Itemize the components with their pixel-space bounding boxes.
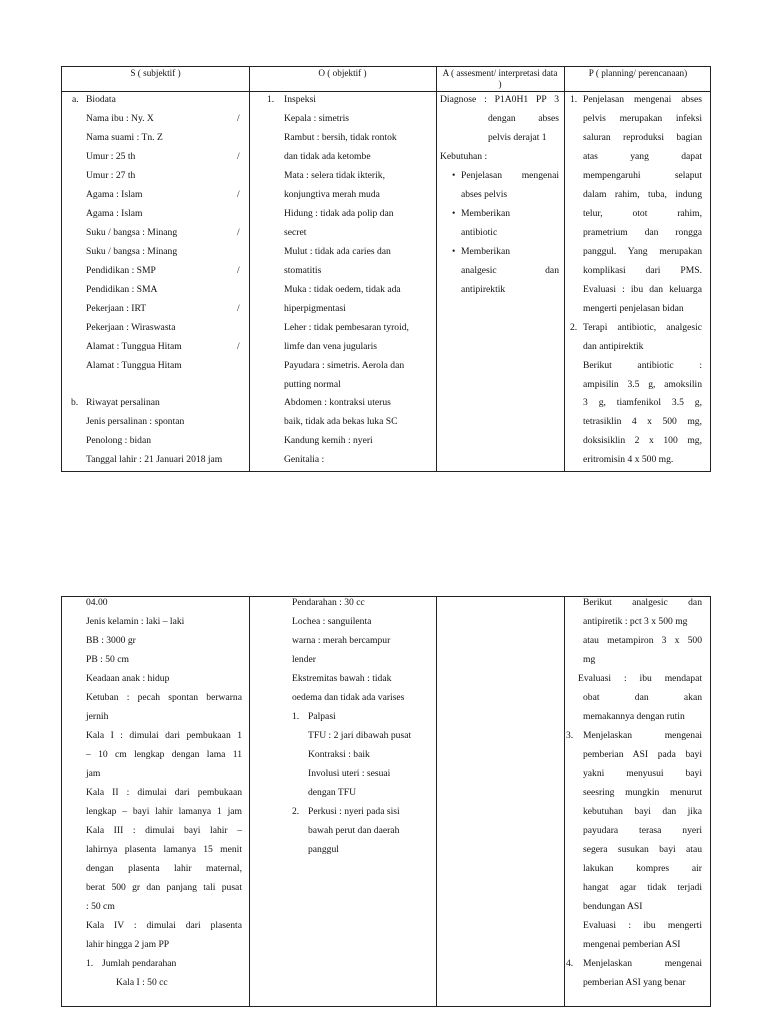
p-line: Evaluasi : ibu mengerti <box>583 920 702 931</box>
o-line: putting normal <box>284 379 341 390</box>
p-line: seesring mungkin menurut <box>583 787 702 798</box>
o-line: secret <box>284 227 307 238</box>
o-line: Muka : tidak oedem, tidak ada <box>284 284 401 295</box>
o-line: Abdomen : kontraksi uterus <box>284 397 391 408</box>
p-line: Evaluasi : ibu dan keluarga <box>583 284 702 295</box>
s-line: Suku / bangsa : Minang <box>86 246 178 257</box>
o-line: Ekstremitas bawah : tidak <box>292 673 392 684</box>
s-line: Alamat : Tunggua Hitam <box>86 360 182 371</box>
p-line: hangat agar tidak terjadi <box>583 882 702 893</box>
o-line: lender <box>292 654 316 665</box>
a-line: pelvis derajat 1 <box>488 132 547 143</box>
p-line: payudara terasa nyeri <box>583 825 702 836</box>
s-line: Keadaan anak : hidup <box>86 673 170 684</box>
p-line: dan antipirektik <box>583 341 644 352</box>
list-marker: 1. <box>570 94 578 105</box>
slash-mark: / <box>237 265 240 276</box>
s-line: jam <box>86 768 101 779</box>
s-line: Jumlah pendarahan <box>102 958 177 969</box>
o-line: hiperpigmentasi <box>284 303 346 314</box>
o-line: Rambut : bersih, tidak rontok <box>284 132 397 143</box>
s-line: Nama suami : Tn. Z <box>86 132 163 143</box>
p-line: memakannya dengan rutin <box>583 711 685 722</box>
bullet-icon: • <box>452 208 456 219</box>
slash-mark: / <box>237 341 240 352</box>
o-line: warna : merah bercampur <box>292 635 391 646</box>
s-line: : 50 cm <box>86 901 115 912</box>
s-line: Pekerjaan : Wiraswasta <box>86 322 176 333</box>
o-line: Involusi uteri : sesuai <box>308 768 391 779</box>
o-line: Kandung kemih : nyeri <box>284 435 373 446</box>
slash-mark: / <box>237 113 240 124</box>
o-line: Hidung : tidak ada polip dan <box>284 208 394 219</box>
slash-mark: / <box>237 151 240 162</box>
section-heading: Biodata <box>86 94 116 105</box>
s-line: Kala IV : dimulai dari plasenta <box>86 920 242 931</box>
a-line: Memberikan <box>461 246 511 257</box>
a-line: antipirektik <box>461 284 506 295</box>
a-line: analgesic dan <box>461 265 559 276</box>
p-line: pemberian ASI yang benar <box>583 977 686 988</box>
list-marker: 2. <box>570 322 578 333</box>
p-line: ampisilin 3.5 g, amoksilin <box>583 379 702 390</box>
o-line: Payudara : simetris. Aerola dan <box>284 360 405 371</box>
column-objective <box>249 597 436 1006</box>
p-line: segera susukan bayi atau <box>583 844 702 855</box>
p-line: eritromisin 4 x 500 mg. <box>583 454 674 465</box>
p-line: mempengaruhi selaput <box>583 170 702 181</box>
p-line: dalam rahim, tuba, indung <box>583 189 702 200</box>
o-line: limfe dan vena jugularis <box>284 341 377 352</box>
o-line: Genitalia : <box>284 454 325 465</box>
a-line: Memberikan <box>461 208 511 219</box>
s-line: PB : 50 cm <box>86 654 129 665</box>
p-line: lakukan kompres air <box>583 863 702 874</box>
header-objective: O ( objektif ) <box>318 68 367 78</box>
o-line: panggul <box>308 844 339 855</box>
s-line: berat 500 gr dan panjang tali pusat <box>86 882 242 893</box>
list-marker: 1. <box>267 94 275 105</box>
o-line: stomatitis <box>284 265 322 276</box>
s-line: – 10 cm lengkap dengan lama 11 <box>86 749 242 760</box>
list-marker: b. <box>71 397 79 408</box>
o-line: Pendarahan : 30 cc <box>292 597 365 608</box>
a-line: Penjelasan mengenai <box>461 170 559 181</box>
p-line: antipiretik : pct 3 x 500 mg <box>583 616 688 627</box>
s-line: lahir hingga 2 jam PP <box>86 939 170 950</box>
s-line: Kala II : dimulai dari pembukaan <box>86 787 242 798</box>
p-line: mengenai pemberian ASI <box>583 939 681 950</box>
section-heading: Palpasi <box>308 711 336 722</box>
p-line: pelvis merupakan infeksi <box>583 113 702 124</box>
slash-mark: / <box>237 189 240 200</box>
p-line: panggul. Yang merupakan <box>583 246 702 257</box>
p-line: komplikasi dari PMS. <box>583 265 702 276</box>
s-line: jernih <box>86 711 109 722</box>
o-line: Kepala : simetris <box>284 113 350 124</box>
p-line: obat dan akan <box>583 692 702 703</box>
header-subjective: S ( subjektif ) <box>130 68 181 78</box>
bullet-icon: • <box>452 246 456 257</box>
o-line: Lochea : sanguilenta <box>292 616 372 627</box>
s-line: Ketuban : pecah spontan berwarna <box>86 692 242 703</box>
column-objective <box>249 67 436 471</box>
o-line: dengan TFU <box>308 787 357 798</box>
s-line: lahirnya plasenta lamanya 15 menit <box>86 844 242 855</box>
list-marker: 1. <box>86 958 94 969</box>
s-line: Agama : Islam <box>86 208 143 219</box>
o-line: konjungtiva merah muda <box>284 189 380 200</box>
a-line: abses pelvis <box>461 189 508 200</box>
p-line: saluran reproduksi bagian <box>583 132 702 143</box>
p-line: tetrasiklin 4 x 500 mg, <box>583 416 702 427</box>
section-heading: Inspeksi <box>284 94 316 105</box>
list-marker: a. <box>72 94 79 105</box>
slash-mark: / <box>237 303 240 314</box>
s-line: lengkap – bayi lahir lamanya 1 jam <box>86 806 242 817</box>
o-line: Mata : selera tidak ikterik, <box>284 170 385 181</box>
section-heading: Riwayat persalinan <box>86 397 160 408</box>
s-line: Pekerjaan : IRT <box>86 303 147 314</box>
s-line: Nama ibu : Ny. X <box>86 113 154 124</box>
s-line: Penolong : bidan <box>86 435 152 446</box>
o-line: bawah perut dan daerah <box>308 825 400 836</box>
s-line: dengan plasenta lahir maternal, <box>86 863 242 874</box>
o-line: dan tidak ada ketombe <box>284 151 371 162</box>
p-line: doksisiklin 2 x 100 mg, <box>583 435 702 446</box>
p-line: yakni menyusui bayi <box>583 768 702 779</box>
list-marker: 2. <box>292 806 300 817</box>
o-line: Perkusi : nyeri pada sisi <box>308 806 400 817</box>
s-line: Umur : 27 th <box>86 170 136 181</box>
s-line: Umur : 25 th <box>86 151 136 162</box>
bullet-icon: • <box>452 170 456 181</box>
a-line: dengan abses <box>488 113 559 124</box>
p-line: Menjelaskan mengenai <box>583 730 702 741</box>
p-line: Menjelaskan mengenai <box>583 958 702 969</box>
p-line: atau metampiron 3 x 500 <box>583 635 702 646</box>
s-line: Jenis kelamin : laki – laki <box>86 616 185 627</box>
p-line: Berikut antibiotic : <box>583 360 702 371</box>
s-line: Alamat : Tunggua Hitam <box>86 341 182 352</box>
p-line: Terapi antibiotic, analgesic <box>583 322 702 333</box>
o-line: Kontraksi : baik <box>308 749 370 760</box>
p-line: kebutuhan bayi dan jika <box>583 806 702 817</box>
p-line: mg <box>583 654 596 665</box>
a-line: Diagnose : P1A0H1 PP 3 <box>440 94 559 105</box>
list-marker: 3. <box>566 730 574 741</box>
p-line: Evaluasi : ibu mendapat <box>578 673 702 684</box>
list-marker: 4. <box>566 958 574 969</box>
o-line: Leher : tidak pembesaran tyroid, <box>284 322 409 333</box>
p-line: Penjelasan mengenai abses <box>583 94 702 105</box>
s-line: Kala III : dimulai bayi lahir – <box>86 825 242 836</box>
column-assessment <box>436 597 564 1006</box>
o-line: TFU : 2 jari dibawah pusat <box>308 730 412 741</box>
o-line: oedema dan tidak ada varises <box>292 692 405 703</box>
p-line: atas yang dapat <box>583 151 702 162</box>
s-line: BB : 3000 gr <box>86 635 136 646</box>
a-line: antibiotic <box>461 227 498 238</box>
p-line: bendungan ASI <box>583 901 643 912</box>
s-line: Agama : Islam <box>86 189 143 200</box>
p-line: pemberian ASI pada bayi <box>583 749 702 760</box>
p-line: mengerti penjelasan bidan <box>583 303 684 314</box>
s-line: Pendidikan : SMP <box>86 265 156 276</box>
o-line: baik, tidak ada bekas luka SC <box>284 416 398 427</box>
table-header-row <box>62 67 710 92</box>
p-line: prametrium dan rongga <box>583 227 702 238</box>
a-line: Kebutuhan : <box>440 151 488 162</box>
list-marker: 1. <box>292 711 300 722</box>
s-line: Kala I : 50 cc <box>116 977 168 988</box>
header-assessment: A ( assesment/ interpretasi data ) <box>442 68 558 89</box>
s-line: 04.00 <box>86 597 108 608</box>
header-planning: P ( planning/ perencanaan) <box>588 68 688 78</box>
p-line: Berikut analgesic dan <box>583 597 702 608</box>
s-line: Pendidikan : SMA <box>86 284 158 295</box>
slash-mark: / <box>237 227 240 238</box>
s-line: Tanggal lahir : 21 Januari 2018 jam <box>86 454 223 465</box>
p-line: 3 g, tiamfenikol 3.5 g, <box>583 397 702 408</box>
s-line: Kala I : dimulai dari pembukaan 1 <box>86 730 242 741</box>
s-line: Jenis persalinan : spontan <box>86 416 185 427</box>
o-line: Mulut : tidak ada caries dan <box>284 246 391 257</box>
p-line: telur, otot rahim, <box>583 208 702 219</box>
s-line: Suku / bangsa : Minang <box>86 227 178 238</box>
